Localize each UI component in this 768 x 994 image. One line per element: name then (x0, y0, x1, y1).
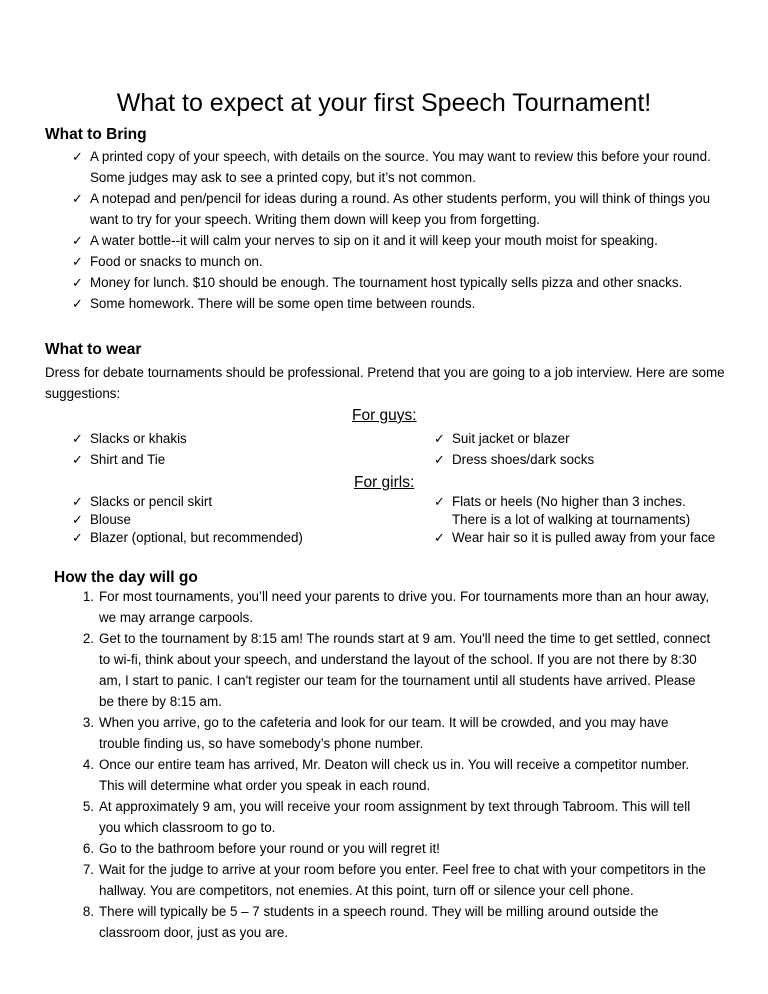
item-text: Food or snacks to munch on. (90, 254, 263, 269)
item-text: Blazer (optional, but recommended) (90, 530, 303, 545)
list-item (72, 449, 392, 470)
step-text: When you arrive, go to the cafeteria and look for our team. It will be crowded, and you may have trouble finding us, so have somebody’s phone number. (99, 715, 669, 751)
item-text: Some homework. There will be some open time between rounds. (90, 296, 476, 311)
checkmark-icon: ✓ (72, 149, 83, 164)
list-item (72, 493, 392, 511)
step-item (72, 628, 712, 712)
for-guys-label: For guys: (352, 407, 417, 424)
step-number: 7. (82, 862, 94, 877)
checkmark-icon: ✓ (72, 530, 83, 545)
step-item (72, 796, 712, 838)
item-text: Suit jacket or blazer (452, 431, 570, 446)
for-girls-label: For girls: (354, 474, 415, 491)
step-text: There will typically be 5 – 7 students in a speech round. They will be milling around outside the classroom door, just as you are. (99, 904, 659, 940)
step-number: 1. (82, 589, 94, 604)
step-item (72, 712, 712, 754)
girls-left-list (72, 493, 392, 547)
list-item (434, 428, 734, 449)
item-text: A notepad and pen/pencil for ideas during a round. As other students perform, you will think of things you want to try for your speech. Writing them down will keep you from forgetting. (90, 191, 711, 227)
item-text: Slacks or khakis (90, 431, 187, 446)
list-item (72, 272, 732, 293)
step-number: 5. (82, 799, 94, 814)
item-text: Slacks or pencil skirt (90, 494, 213, 509)
item-text: Wear hair so it is pulled away from your face (452, 530, 716, 545)
step-text: Wait for the judge to arrive at your room before you enter. Feel free to chat with your competitors in the hallway. You are competitors, not enemies. At this point, turn off or silence your cell phone. (99, 862, 706, 898)
item-text: Flats or heels (No higher than 3 inches. There is a lot of walking at tournaments) (452, 494, 691, 527)
checkmark-icon: ✓ (434, 431, 445, 446)
how-the-day-heading: How the day will go (54, 569, 198, 586)
checkmark-icon: ✓ (72, 431, 83, 446)
item-text: A water bottle--it will calm your nerves to sip on it and it will keep your mouth moist for speaking. (90, 233, 658, 248)
item-text: Money for lunch. $10 should be enough. The tournament host typically sells pizza and other snacks. (90, 275, 683, 290)
step-item (72, 901, 712, 943)
what-to-bring-list (72, 146, 732, 314)
step-item (72, 838, 712, 859)
list-item (72, 428, 392, 449)
list-item (434, 529, 719, 547)
step-number: 4. (82, 757, 94, 772)
list-item (434, 493, 719, 529)
item-text: Blouse (90, 512, 131, 527)
list-item (72, 251, 732, 272)
list-item (72, 529, 392, 547)
step-item (72, 859, 712, 901)
step-text: At approximately 9 am, you will receive your room assignment by text through Tabroom. This will tell you which classroom to go to. (99, 799, 691, 835)
page-title: What to expect at your first Speech Tournament! (116, 89, 652, 117)
how-the-day-list (72, 586, 712, 943)
checkmark-icon: ✓ (72, 452, 83, 467)
guys-left-list (72, 428, 392, 470)
checkmark-icon: ✓ (434, 530, 445, 545)
girls-right-list (434, 493, 719, 547)
list-item (72, 146, 732, 188)
item-text: A printed copy of your speech, with details on the source. You may want to review this before your round. Some judges may ask to see a printed copy, but it’s not common. (90, 149, 711, 185)
step-number: 3. (82, 715, 94, 730)
list-item (72, 230, 732, 251)
what-to-wear-heading: What to wear (45, 341, 142, 358)
item-text: Shirt and Tie (90, 452, 166, 467)
step-item (72, 586, 712, 628)
checkmark-icon: ✓ (72, 233, 83, 248)
step-number: 8. (82, 904, 94, 919)
step-number: 6. (82, 841, 94, 856)
what-to-wear-intro: Dress for debate tournaments should be professional. Pretend that you are going to a job interview. Here are some suggestions: (45, 365, 725, 401)
checkmark-icon: ✓ (72, 191, 83, 206)
checkmark-icon: ✓ (72, 275, 83, 290)
checkmark-icon: ✓ (434, 452, 445, 467)
list-item (72, 188, 732, 230)
checkmark-icon: ✓ (72, 296, 83, 311)
checkmark-icon: ✓ (434, 494, 445, 509)
step-number: 2. (82, 631, 94, 646)
checkmark-icon: ✓ (72, 512, 83, 527)
list-item (434, 449, 734, 470)
item-text: Dress shoes/dark socks (452, 452, 595, 467)
checkmark-icon: ✓ (72, 254, 83, 269)
list-item (72, 293, 732, 314)
step-text: Once our entire team has arrived, Mr. Deaton will check us in. You will receive a competitor number. This will determine what order you speak in each round. (99, 757, 690, 793)
step-item (72, 754, 712, 796)
guys-right-list (434, 428, 734, 470)
list-item (72, 511, 392, 529)
checkmark-icon: ✓ (72, 494, 83, 509)
what-to-bring-heading: What to Bring (45, 126, 147, 143)
step-text: For most tournaments, you’ll need your parents to drive you. For tournaments more than an hour away, we may arrange carpools. (99, 589, 710, 625)
step-text: Get to the tournament by 8:15 am! The rounds start at 9 am. You'll need the time to get settled, connect to wi-fi, think about your speech, and understand the layout of the school. If you are not there by 8:30 am, I start to panic. I can't register our team for the tournament until all students have arrived. Please be there by 8:15 am. (99, 631, 711, 709)
step-text: Go to the bathroom before your round or you will regret it! (99, 841, 440, 856)
